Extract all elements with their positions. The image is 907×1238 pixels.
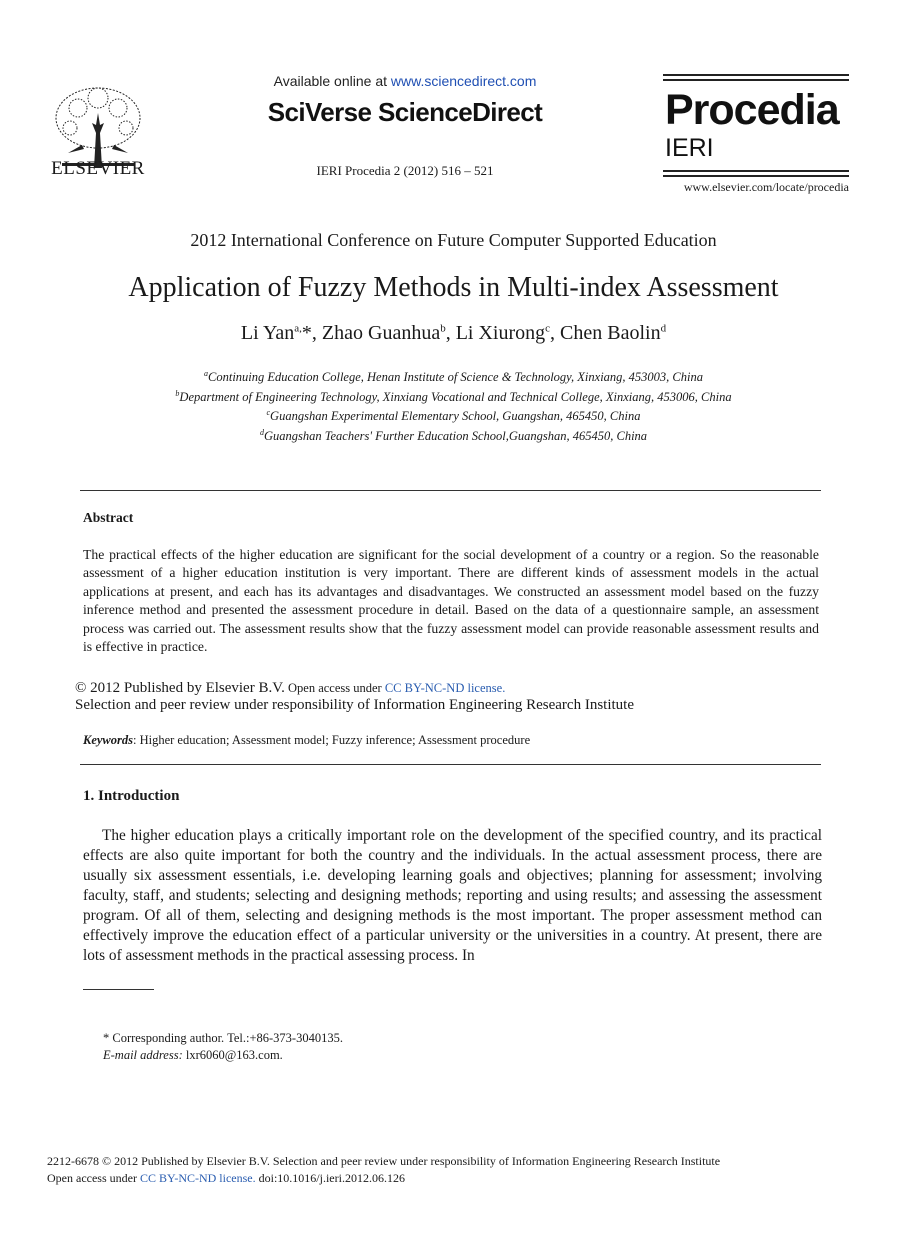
bottom-license-link[interactable]: CC BY-NC-ND license. bbox=[139, 1171, 256, 1185]
available-online-line bbox=[210, 73, 600, 89]
author: Li Xiurong$^c$, bbox=[455, 322, 561, 344]
author-list bbox=[0, 322, 907, 345]
keywords bbox=[83, 733, 530, 748]
platform-name: SciVerse ScienceDirect bbox=[267, 97, 543, 127]
copyright-line: © 2012 Published by Elsevier B.V. Open access under CC BY-NC-ND license. bbox=[75, 680, 506, 696]
journal-title: Procedia bbox=[665, 86, 839, 134]
doi-line: Open access under CC BY-NC-ND license. doi:10.1016/j.ieri.2012.06.126 bbox=[47, 1171, 405, 1185]
available-prefix: Available online at bbox=[273, 73, 391, 89]
procedia-rule-bottom bbox=[663, 170, 849, 177]
paper-title: Application of Fuzzy Methods in Multi-index Assessment bbox=[128, 272, 779, 303]
keywords-label: Keywords bbox=[83, 733, 133, 747]
affiliation: $^b$Department of Engineering Technology, Xinxiang Vocational and Technical College, Xinxiang, 453006, China bbox=[175, 388, 732, 404]
affiliation: $^a$Continuing Education College, Henan Institute of Science & Technology, Xinxiang, 453003, China bbox=[204, 369, 703, 385]
journal-url[interactable]: www.elsevier.com/locate/procedia bbox=[683, 180, 849, 194]
email-note bbox=[103, 1048, 283, 1063]
footnote-divider bbox=[83, 989, 154, 990]
conference-name: 2012 International Conference on Future Computer Supported Education bbox=[190, 230, 717, 250]
author: Li Yan$^{a,}$*, bbox=[240, 322, 322, 344]
author: Chen Baolin$^d$ bbox=[560, 322, 667, 344]
author: Zhao Guanhua$^b$, bbox=[321, 322, 456, 344]
introduction-body: The higher education plays a critically important role on the development of the specified country, and its practical effects are also quite important for both the country and the individuals. In the actual assessment process, there are usually six assessment essentials, i.e. developing learning goals and objectives; planning for assessment; involving faculty, staff, and students; selecting and designing methods; reporting and using results; and assessing the assessment program. Of all of them, selecting and designing methods is the most important. The proper assessment method can effectively improve the education effect of a particular university or the universities in a country. At present, there are lots of assessment methods in the practical assessing process. In bbox=[83, 827, 822, 964]
section-heading: 1. Introduction bbox=[83, 788, 180, 804]
divider bbox=[80, 764, 821, 765]
journal-citation: IERI Procedia 2 (2012) 516 – 521 bbox=[316, 163, 494, 178]
email-label: E-mail address: bbox=[103, 1048, 183, 1062]
divider bbox=[80, 490, 821, 491]
abstract-heading: Abstract bbox=[83, 510, 134, 525]
issn-line: 2212-6678 © 2012 Published by Elsevier B.V. Selection and peer review under responsibility of Information Engineering Research Institute bbox=[47, 1154, 721, 1168]
peer-review-note: Selection and peer review under responsibility of Information Engineering Research Institute bbox=[75, 697, 634, 713]
publisher-logo-text: ELSEVIER bbox=[51, 158, 145, 179]
license-link[interactable]: CC BY-NC-ND license. bbox=[384, 681, 506, 695]
sciencedirect-link[interactable]: www.sciencedirect.com bbox=[390, 73, 537, 89]
affiliation-list bbox=[0, 366, 907, 445]
affiliation: $^d$Guangshan Teachers' Further Education School,Guangshan, 465450, China bbox=[259, 427, 648, 444]
abstract-body: The practical effects of the higher education are significant for the social development of a country or a region. So the reasonable assessment of a higher education institution is very important. There are different kinds of assessment models in the actual applications at present, and each has its advantages and disadvantages. We constructed an assessment model based on the fuzzy inference method and presented the assessment procedure in detail. Based on the data of a questionnaire sample, an assessment process was carried out. The assessment results show that the fuzzy assessment model can provide reasonable assessment results and is effective in practice. bbox=[83, 547, 819, 655]
procedia-rule-top bbox=[663, 74, 849, 81]
keywords-text: : Higher education; Assessment model; Fuzzy inference; Assessment procedure bbox=[133, 733, 531, 747]
doi: doi:10.1016/j.ieri.2012.06.126 bbox=[255, 1171, 405, 1185]
affiliation: $^c$Guangshan Experimental Elementary School, Guangshan, 465450, China bbox=[266, 408, 641, 424]
corresponding-author-note: * Corresponding author. Tel.:+86-373-3040135. bbox=[103, 1031, 343, 1045]
journal-subtitle: IERI bbox=[665, 134, 714, 162]
email-value: lxr6060@163.com. bbox=[182, 1048, 283, 1062]
